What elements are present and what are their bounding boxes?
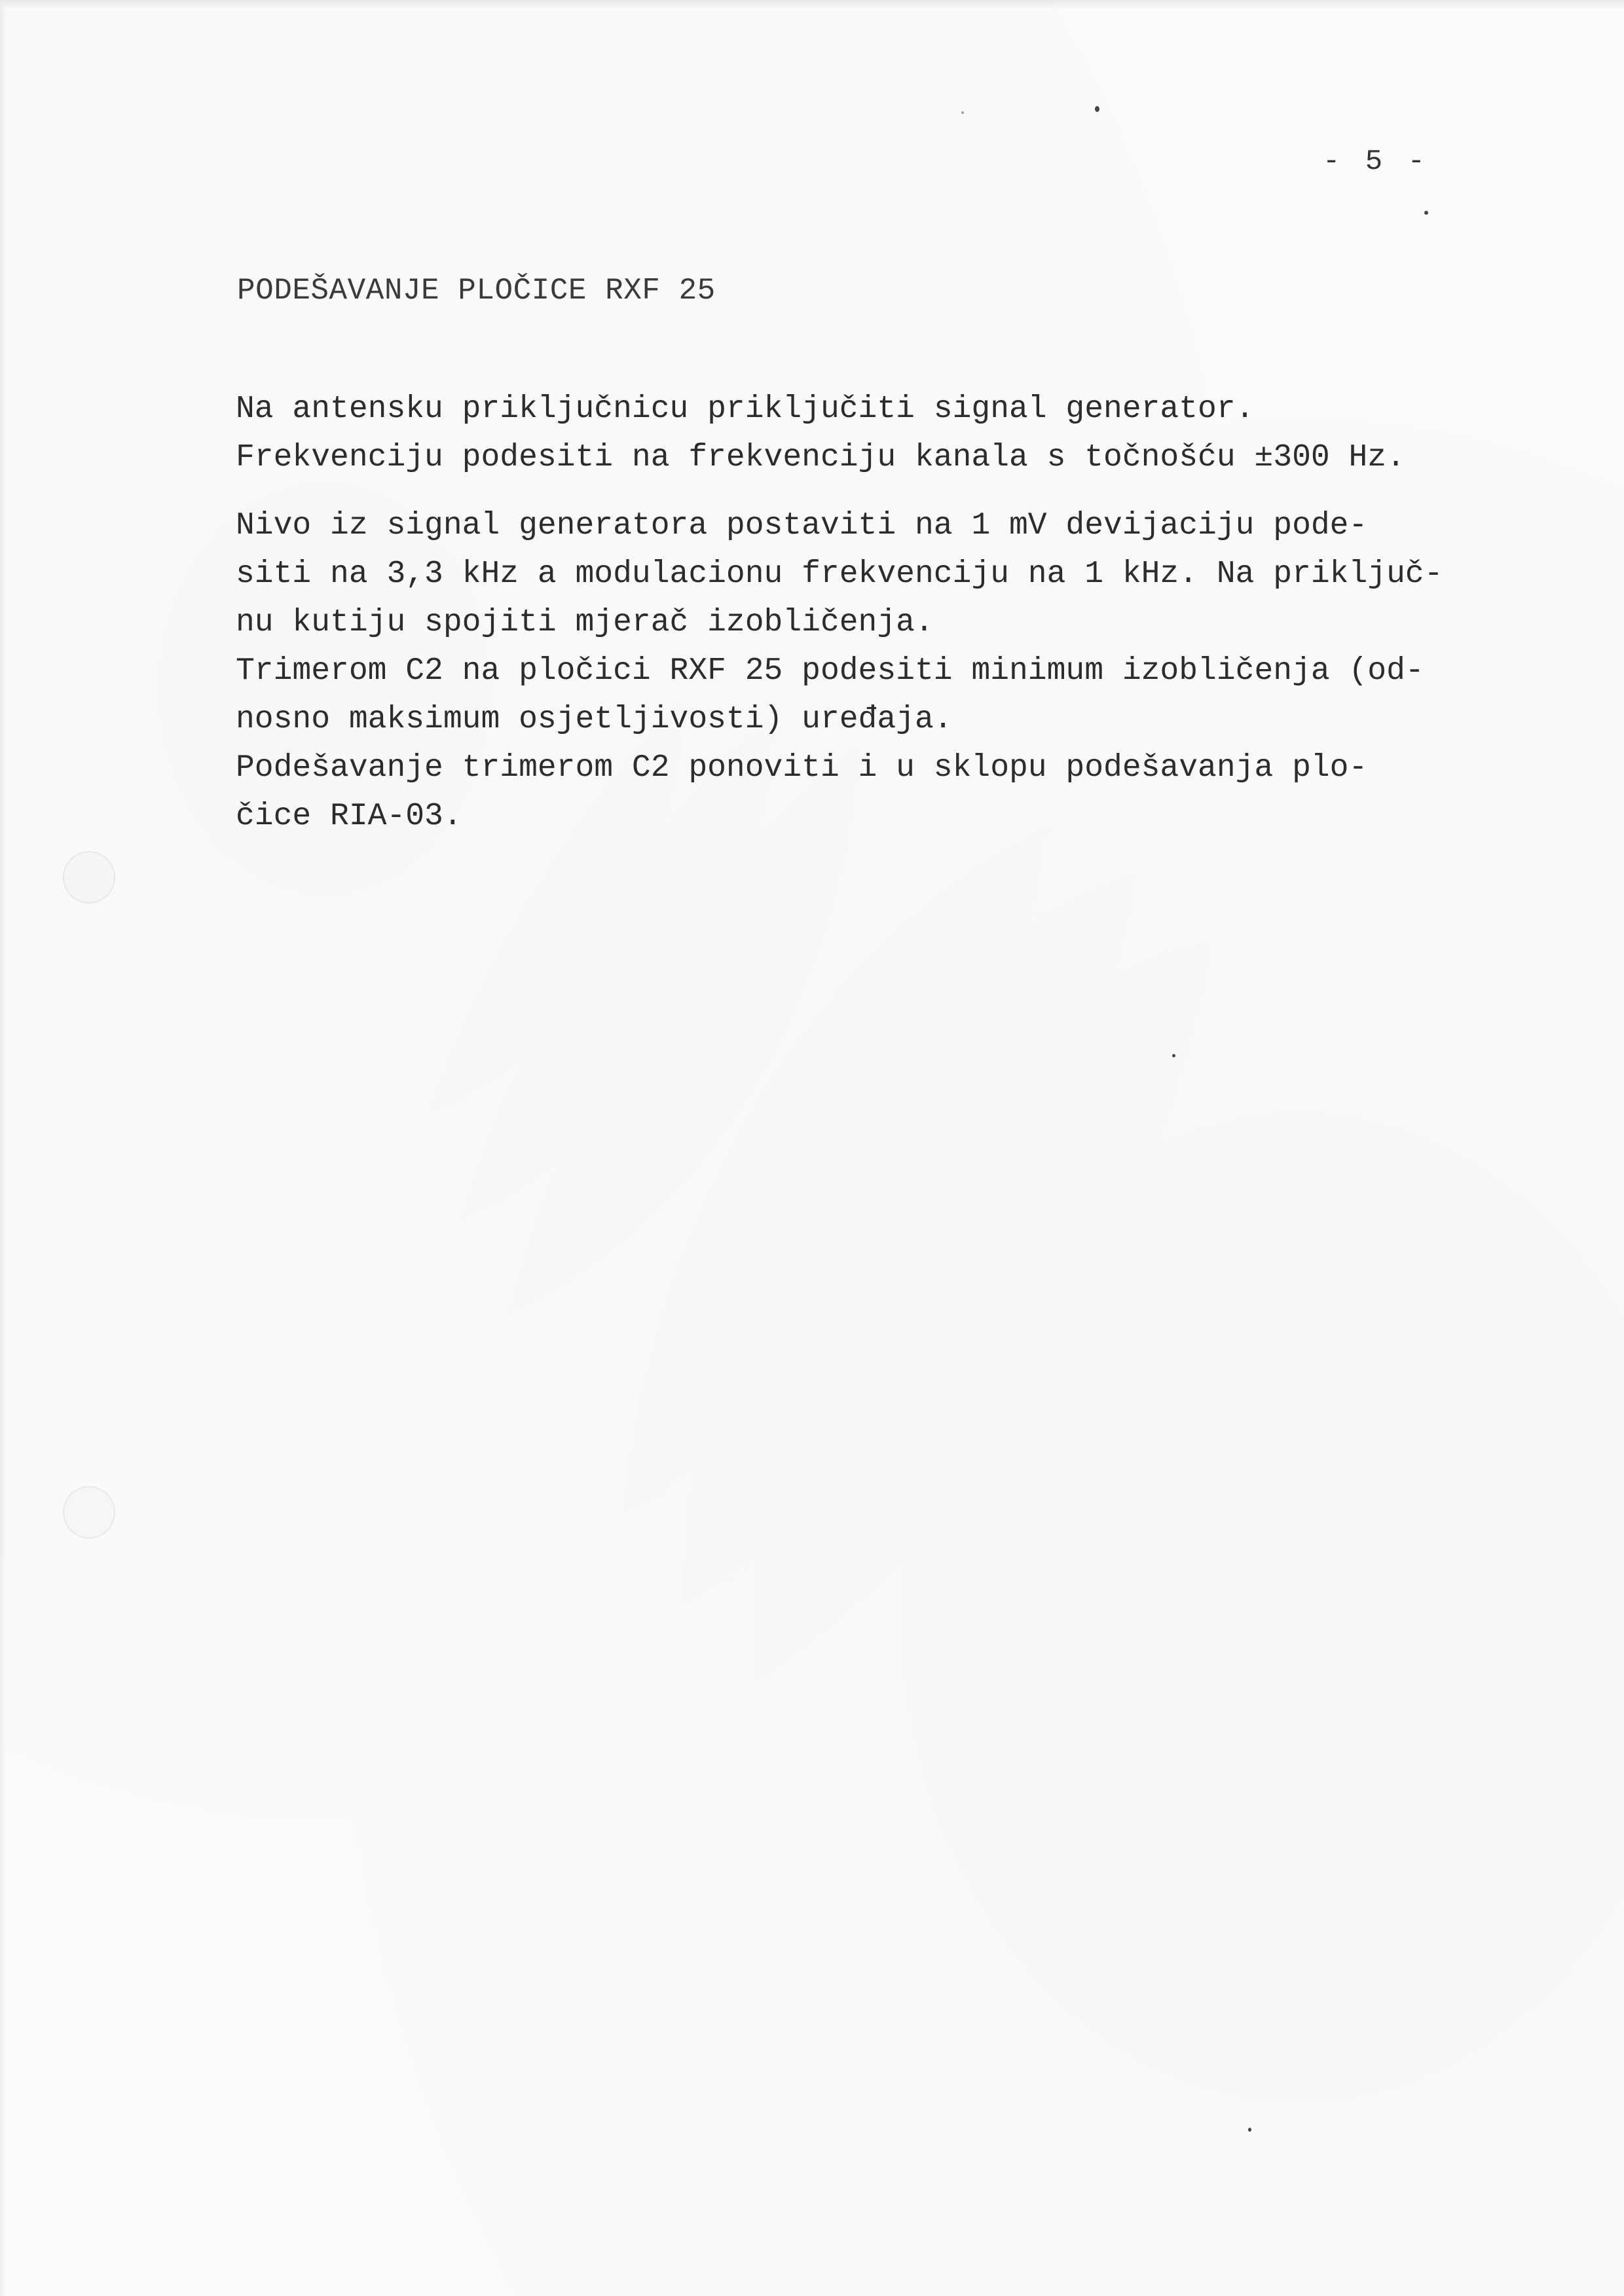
scan-top-edge [0,0,1624,9]
ink-speck [1172,1054,1175,1057]
text-line: Nivo iz signal generatora postaviti na 1 mV devijaciju pode- [236,508,1368,543]
paragraph-gap [236,482,1545,501]
section-heading: PODEŠAVANJE PLOČICE RXF 25 [237,274,716,308]
punch-hole-mark [63,851,115,903]
text-line: Trimerom C2 na pločici RXF 25 podesiti minimum izobličenja (od- [236,653,1424,689]
text-line: Frekvenciju podesiti na frekvenciju kanala s točnošću ±300 Hz. [236,440,1405,475]
text-line: nosno maksimum osjetljivosti) uređaja. [236,702,953,737]
ink-speck [1095,106,1099,112]
punch-hole-mark [63,1486,115,1539]
paragraph [236,385,1545,482]
text-line: nu kutiju spojiti mjerač izobličenja. [236,605,934,640]
ink-speck [1248,2128,1251,2132]
ink-speck [1424,211,1428,215]
text-line: Na antensku priključnicu priključiti signal generator. [236,392,1255,427]
body-text [236,385,1545,841]
text-line: čice RIA-03. [236,799,462,834]
text-line: Podešavanje trimerom C2 ponoviti i u sklopu podešavanja plo- [236,750,1368,786]
page-number: - 5 - [1323,145,1430,178]
scan-left-edge [0,0,7,2296]
paragraph [236,501,1545,841]
ink-speck [961,111,964,114]
text-line: siti na 3,3 kHz a modulacionu frekvenciju na 1 kHz. Na priključ- [236,556,1443,592]
